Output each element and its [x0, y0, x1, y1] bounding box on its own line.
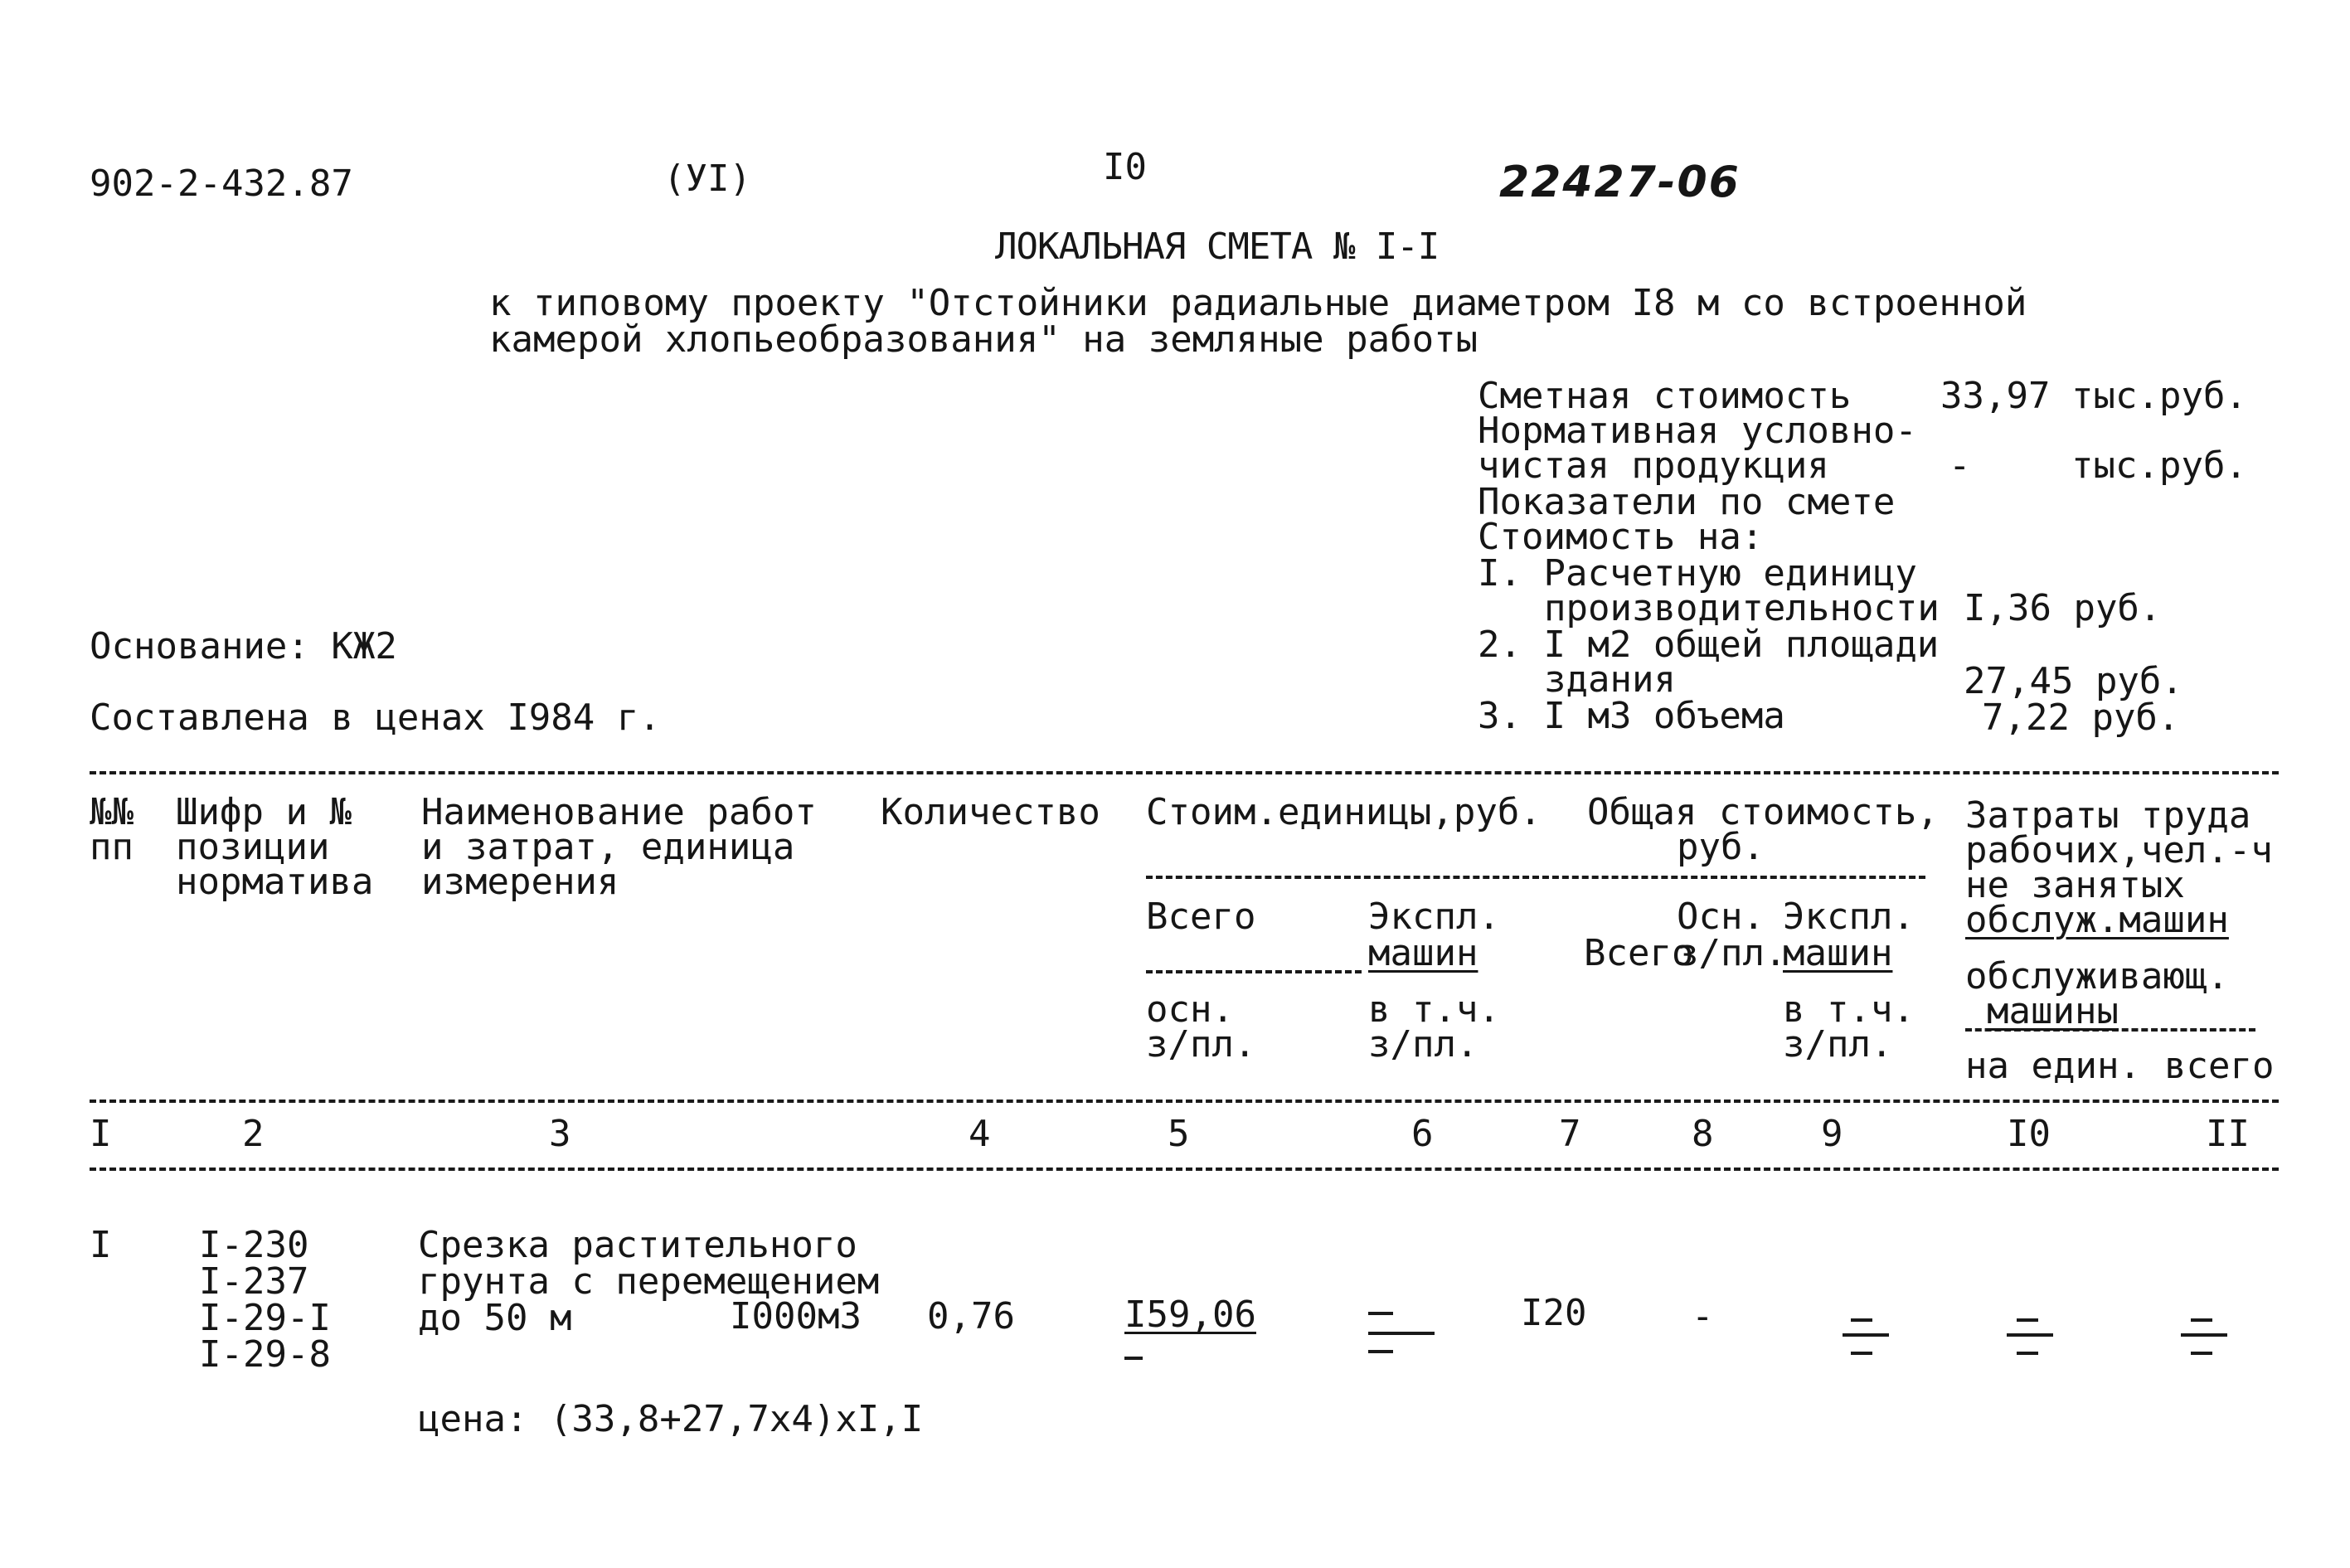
col-number-10: I0 [2007, 1113, 2051, 1155]
col-number-2: 2 [242, 1113, 265, 1155]
col9-header-b1: в т.ч. [1783, 988, 1915, 1031]
cost-per-label: Стоимость на: [1478, 516, 1764, 558]
col7-9-header-b: руб. [1677, 826, 1765, 868]
item3-line1: 3. I м3 объема [1478, 695, 1785, 737]
col-number-1: I [90, 1113, 112, 1155]
col6-header-b2: з/пл. [1368, 1023, 1478, 1066]
item2-line2: здания [1544, 658, 1676, 701]
col5-6-header: Стоим.единицы,руб. [1146, 791, 1542, 833]
row-unit-wage-dash [1124, 1357, 1143, 1360]
prices-label: Составлена в ценах I984 г. [90, 697, 661, 739]
col11-header: всего [2164, 1045, 2275, 1087]
col3-header-c: измерения [421, 861, 619, 903]
row-code-4: I-29-8 [199, 1333, 331, 1376]
row-labor-unit-wage-dash [2017, 1352, 2038, 1355]
row-total-machine-wage-dash [1851, 1352, 1872, 1355]
col8-header-b: з/пл. [1677, 932, 1787, 974]
col-number-7: 7 [1559, 1113, 1581, 1155]
row-total-machine-rule [1843, 1333, 1889, 1337]
table-top-rule [90, 771, 2279, 774]
col-number-3: 3 [549, 1113, 571, 1155]
row-labor-total-wage-dash [2191, 1352, 2212, 1355]
inventory-number: 22427-06 [1499, 158, 1741, 207]
col5-header-b2: з/пл. [1146, 1023, 1256, 1066]
row-total-wage: - [1692, 1295, 1714, 1337]
row-labor-total-rule [2181, 1333, 2227, 1337]
npp-label-1: Нормативная условно- [1478, 410, 1917, 452]
row-labor-total-dash [2191, 1318, 2212, 1322]
col-number-6: 6 [1411, 1113, 1434, 1155]
row-name-1: Срезка растительного [418, 1224, 857, 1266]
col10-11-header-c: не занятых [1965, 864, 2185, 906]
col-number-9: 9 [1821, 1113, 1843, 1155]
row-unit-machine-rule [1368, 1332, 1435, 1335]
col6-header-a2: машин [1368, 932, 1478, 974]
col3-header-b: и затрат, единица [421, 826, 795, 868]
row-unit-total: I59,06 [1124, 1294, 1256, 1336]
npp-value: - [1949, 444, 1971, 487]
row-total: I20 [1521, 1292, 1587, 1334]
project-code: 902-2-432.87 [90, 163, 353, 205]
col7-9-header-a: Общая стоимость, [1587, 791, 1939, 833]
col10-header: на един. [1965, 1045, 2141, 1087]
indicators-label: Показатели по смете [1478, 481, 1896, 523]
header-sub-rule-mid-a [1146, 970, 1362, 973]
row-quantity: 0,76 [927, 1295, 1015, 1337]
row-name-2: грунта с перемещением [418, 1260, 880, 1303]
numbers-bottom-rule [90, 1168, 2279, 1171]
col6-header-a1: Экспл. [1368, 896, 1500, 938]
item1-line2: производительности [1544, 587, 1940, 629]
document-title: ЛОКАЛЬНАЯ СМЕТА № I-I [995, 226, 1440, 268]
row-name-3: до 50 м [418, 1297, 572, 1339]
page-number: I0 [1103, 146, 1147, 188]
row-code-1: I-230 [199, 1224, 309, 1266]
row-unit-machine-dash [1368, 1312, 1393, 1315]
npp-unit: тыс.руб. [2071, 444, 2247, 487]
row-unit-machine-wage-dash [1368, 1350, 1393, 1353]
item1-line1: I. Расчетную единицу [1478, 552, 1917, 595]
item2-value: 27,45 руб. [1964, 660, 2183, 702]
row-labor-unit-dash [2017, 1318, 2038, 1322]
col-number-8: 8 [1692, 1113, 1714, 1155]
col5-header-a: Всего [1146, 896, 1256, 938]
col10-11-header-d: обслуж.машин [1965, 899, 2229, 941]
row-unit: I000м3 [730, 1295, 862, 1337]
item3-value: 7,22 руб. [1982, 697, 2180, 739]
item2-line1: 2. I м2 общей площади [1478, 624, 1940, 666]
col4-header: Количество [881, 791, 1100, 833]
col10-11-header-b: рабочих,чел.-ч [1965, 829, 2273, 871]
col1-header-b: пп [90, 826, 134, 868]
npp-label-2: чистая продукция [1478, 444, 1829, 487]
col-number-11: II [2206, 1113, 2250, 1155]
col10-11-header-e: обслуживающ. [1965, 955, 2229, 998]
col7-header: Всего [1584, 932, 1694, 974]
col-number-5: 5 [1168, 1113, 1190, 1155]
basis-label: Основание: КЖ2 [90, 625, 397, 667]
subtitle-line-1: к типовому проекту "Отстойники радиальные диаметром I8 м со встроенной [489, 282, 2027, 324]
col1-header-a: №№ [90, 791, 134, 833]
row-total-machine-dash [1851, 1318, 1872, 1322]
header-bottom-rule [90, 1100, 2279, 1103]
volume-number: (УI) [663, 158, 751, 200]
subtitle-line-2: камерой хлопьеобразования" на земляные работы [489, 318, 1478, 361]
row-labor-unit-rule [2007, 1333, 2053, 1337]
col9-header-a1: Экспл. [1783, 896, 1915, 938]
col9-header-b2: з/пл. [1783, 1023, 1893, 1066]
row-number: I [90, 1224, 112, 1266]
cost-label: Сметная стоимость [1478, 375, 1852, 417]
item1-value: I,36 руб. [1964, 587, 2162, 629]
col3-header-a: Наименование работ [421, 791, 817, 833]
col10-11-header-a: Затраты труда [1965, 794, 2251, 837]
col5-header-b1: осн. [1146, 988, 1234, 1031]
cost-value: 33,97 [1940, 375, 2051, 417]
header-sub-rule-left [1146, 876, 1925, 879]
col-number-4: 4 [969, 1113, 991, 1155]
col9-header-a2: машин [1783, 932, 1893, 974]
col2-header-a: Шифр и № [176, 791, 352, 833]
col10-11-header-f: машины [1987, 990, 2119, 1032]
col2-header-c: норматива [176, 861, 374, 903]
col8-header-a: Осн. [1677, 896, 1765, 938]
col6-header-b1: в т.ч. [1368, 988, 1500, 1031]
cost-unit: тыс.руб. [2071, 375, 2247, 417]
row-price-note: цена: (33,8+27,7х4)хI,I [418, 1398, 924, 1440]
row-code-2: I-237 [199, 1260, 309, 1303]
row-code-3: I-29-I [199, 1297, 331, 1339]
col2-header-b: позиции [176, 826, 330, 868]
